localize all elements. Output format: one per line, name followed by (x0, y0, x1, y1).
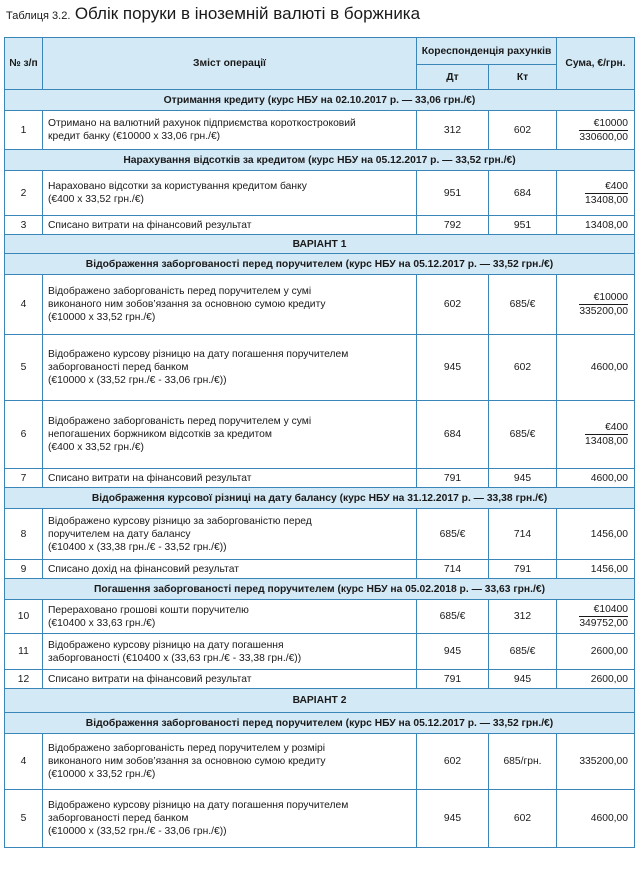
section-row (5, 254, 635, 275)
desc-line: заборгованості перед банком (48, 362, 189, 373)
row-description (43, 335, 417, 401)
row-number: 4 (5, 734, 43, 790)
sum-uah: 13408,00 (585, 194, 628, 206)
row-sum: 1456,00 (557, 560, 635, 579)
row-sum: 4600,00 (557, 790, 635, 848)
row-credit: 685/грн. (489, 734, 557, 790)
row-description (43, 634, 417, 670)
table-row (5, 275, 635, 335)
row-debit: 945 (417, 634, 489, 670)
sum-uah: 349752,00 (579, 618, 628, 629)
row-description (43, 509, 417, 560)
caption-title: Облік поруки в іноземній валюті в боржника (74, 4, 421, 23)
row-credit: 685/€ (489, 401, 557, 469)
desc-line: кредит банку (€10000 x 33,06 грн./€) (48, 131, 221, 142)
table-row (5, 335, 635, 401)
row-credit: 685/€ (489, 634, 557, 670)
row-number: 2 (5, 171, 43, 216)
desc-line: (€10400 x 33,63 грн./€) (48, 617, 156, 629)
section-row (5, 488, 635, 509)
variant-row (5, 689, 635, 713)
row-number: 5 (5, 790, 43, 848)
row-sum (557, 275, 635, 335)
row-description (43, 600, 417, 634)
row-debit: 602 (417, 275, 489, 335)
row-description: Списано витрати на фінансовий результат (43, 216, 417, 235)
desc-line: Відображено заборгованість перед поручителем у сумі (48, 416, 312, 427)
desc-line: (€10000 x (33,52 грн./€ - 33,06 грн./€)) (48, 826, 227, 837)
table-row (5, 469, 635, 488)
row-number: 12 (5, 670, 43, 689)
table-row (5, 216, 635, 235)
desc-line: Відображено курсову різницю на дату погашення поручителем (48, 349, 349, 360)
row-sum: 13408,00 (557, 216, 635, 235)
sum-uah: 330600,00 (579, 131, 628, 143)
section-title: Погашення заборгованості перед поручителем (курс НБУ на 05.02.2018 р. — 33,63 грн./€) (5, 579, 635, 600)
section-row (5, 90, 635, 111)
desc-line: заборгованості перед банком (48, 813, 189, 824)
row-credit: 685/€ (489, 275, 557, 335)
row-credit: 602 (489, 790, 557, 848)
row-number: 5 (5, 335, 43, 401)
row-description: Списано витрати на фінансовий результат (43, 670, 417, 689)
row-number: 10 (5, 600, 43, 634)
variant-row (5, 235, 635, 254)
desc-line: (€400 x 33,52 грн./€) (48, 442, 144, 453)
variant-title: ВАРІАНТ 1 (5, 235, 635, 254)
section-title: Відображення заборгованості перед поручителем (курс НБУ на 05.12.2017 р. — 33,52 грн./€) (5, 713, 635, 734)
row-debit: 602 (417, 734, 489, 790)
header-content: Зміст операції (43, 38, 417, 90)
desc-line: виконаного ним зобов’язання за основною сумою кредиту (48, 299, 326, 310)
row-debit: 945 (417, 335, 489, 401)
section-title: Відображення курсової різниці на дату балансу (курс НБУ на 31.12.2017 р. — 33,38 грн./€) (5, 488, 635, 509)
sum-uah: 335200,00 (579, 306, 628, 317)
row-description (43, 734, 417, 790)
row-debit: 685/€ (417, 600, 489, 634)
sum-currency: €400 (585, 180, 628, 194)
header-debit: Дт (417, 65, 489, 90)
row-sum: 335200,00 (557, 734, 635, 790)
row-number: 4 (5, 275, 43, 335)
accounting-table (4, 37, 635, 848)
row-number: 3 (5, 216, 43, 235)
section-title: Відображення заборгованості перед поручителем (курс НБУ на 05.12.2017 р. — 33,52 грн./€) (5, 254, 635, 275)
row-sum (557, 401, 635, 469)
row-debit: 312 (417, 111, 489, 150)
row-credit: 791 (489, 560, 557, 579)
table-row (5, 560, 635, 579)
row-number: 11 (5, 634, 43, 670)
row-sum: 4600,00 (557, 335, 635, 401)
row-description: Списано витрати на фінансовий результат (43, 469, 417, 488)
row-description (43, 111, 417, 150)
section-row (5, 579, 635, 600)
row-debit: 791 (417, 469, 489, 488)
row-description (43, 790, 417, 848)
header-credit: Кт (489, 65, 557, 90)
header-correspondence: Кореспонденція рахунків (417, 38, 557, 65)
table-row (5, 171, 635, 216)
row-debit: 685/€ (417, 509, 489, 560)
table-row (5, 600, 635, 634)
section-title: Отримання кредиту (курс НБУ на 02.10.2017 р. — 33,06 грн./€) (5, 90, 635, 111)
sum-currency: €10000 (579, 291, 628, 305)
row-credit: 951 (489, 216, 557, 235)
table-row (5, 111, 635, 150)
desc-line: заборгованості (€10400 x (33,63 грн./€ - 33,38 грн./€)) (48, 652, 302, 664)
sum-currency: €400 (585, 421, 628, 435)
desc-line: Відображено курсову різницю за заборгованістю перед (48, 515, 312, 527)
desc-line: поручителем на дату балансу (48, 528, 191, 540)
table-row (5, 634, 635, 670)
table-caption (6, 4, 420, 24)
row-number: 9 (5, 560, 43, 579)
row-sum: 1456,00 (557, 509, 635, 560)
row-sum (557, 171, 635, 216)
section-row (5, 150, 635, 171)
row-debit: 945 (417, 790, 489, 848)
row-number: 8 (5, 509, 43, 560)
row-description (43, 401, 417, 469)
desc-line: (€10000 x 33,52 грн./€) (48, 312, 156, 323)
desc-line: (€10000 x 33,52 грн./€) (48, 769, 156, 780)
row-credit: 602 (489, 335, 557, 401)
sum-uah: 13408,00 (585, 436, 628, 447)
header-num: № з/п (5, 38, 43, 90)
desc-line: Нараховано відсотки за користування кредитом банку (48, 181, 307, 192)
table-row (5, 734, 635, 790)
sum-currency: €10000 (579, 117, 628, 131)
section-title: Нарахування відсотків за кредитом (курс НБУ на 05.12.2017 р. — 33,52 грн./€) (5, 150, 635, 171)
row-sum: 4600,00 (557, 469, 635, 488)
row-description (43, 275, 417, 335)
sum-currency: €10400 (579, 603, 628, 617)
row-credit: 312 (489, 600, 557, 634)
row-debit: 684 (417, 401, 489, 469)
row-sum: 2600,00 (557, 670, 635, 689)
desc-line: (€10400 x (33,38 грн./€ - 33,52 грн./€)) (48, 541, 227, 553)
row-number: 6 (5, 401, 43, 469)
caption-prefix: Таблиця 3.2. (6, 10, 71, 22)
desc-line: непогашених боржником відсотків за кредитом (48, 429, 272, 440)
row-credit: 684 (489, 171, 557, 216)
row-credit: 714 (489, 509, 557, 560)
table-row (5, 790, 635, 848)
row-description (43, 171, 417, 216)
desc-line: Перераховано грошові кошти поручителю (48, 604, 249, 616)
desc-line: Відображено курсову різницю на дату погашення поручителем (48, 800, 349, 811)
header-sum: Сума, €/грн. (557, 38, 635, 90)
row-credit: 945 (489, 670, 557, 689)
row-number: 1 (5, 111, 43, 150)
row-credit: 602 (489, 111, 557, 150)
desc-line: Отримано на валютний рахунок підприємства короткостроковий (48, 118, 356, 129)
row-debit: 792 (417, 216, 489, 235)
table-row (5, 670, 635, 689)
section-row (5, 713, 635, 734)
desc-line: Відображено курсову різницю на дату погашення (48, 639, 284, 651)
row-sum: 2600,00 (557, 634, 635, 670)
row-number: 7 (5, 469, 43, 488)
row-description: Списано дохід на фінансовий результат (43, 560, 417, 579)
desc-line: (€400 x 33,52 грн./€) (48, 194, 144, 205)
row-sum (557, 111, 635, 150)
row-credit: 945 (489, 469, 557, 488)
desc-line: (€10000 x (33,52 грн./€ - 33,06 грн./€)) (48, 375, 227, 386)
desc-line: Відображено заборгованість перед поручителем у сумі (48, 286, 312, 297)
table-row (5, 509, 635, 560)
variant-title: ВАРІАНТ 2 (5, 689, 635, 713)
row-debit: 714 (417, 560, 489, 579)
row-debit: 791 (417, 670, 489, 689)
desc-line: виконаного ним зобов’язання за основною сумою кредиту (48, 756, 326, 767)
table-row (5, 401, 635, 469)
row-debit: 951 (417, 171, 489, 216)
row-sum (557, 600, 635, 634)
desc-line: Відображено заборгованість перед поручителем у розмірі (48, 743, 326, 754)
